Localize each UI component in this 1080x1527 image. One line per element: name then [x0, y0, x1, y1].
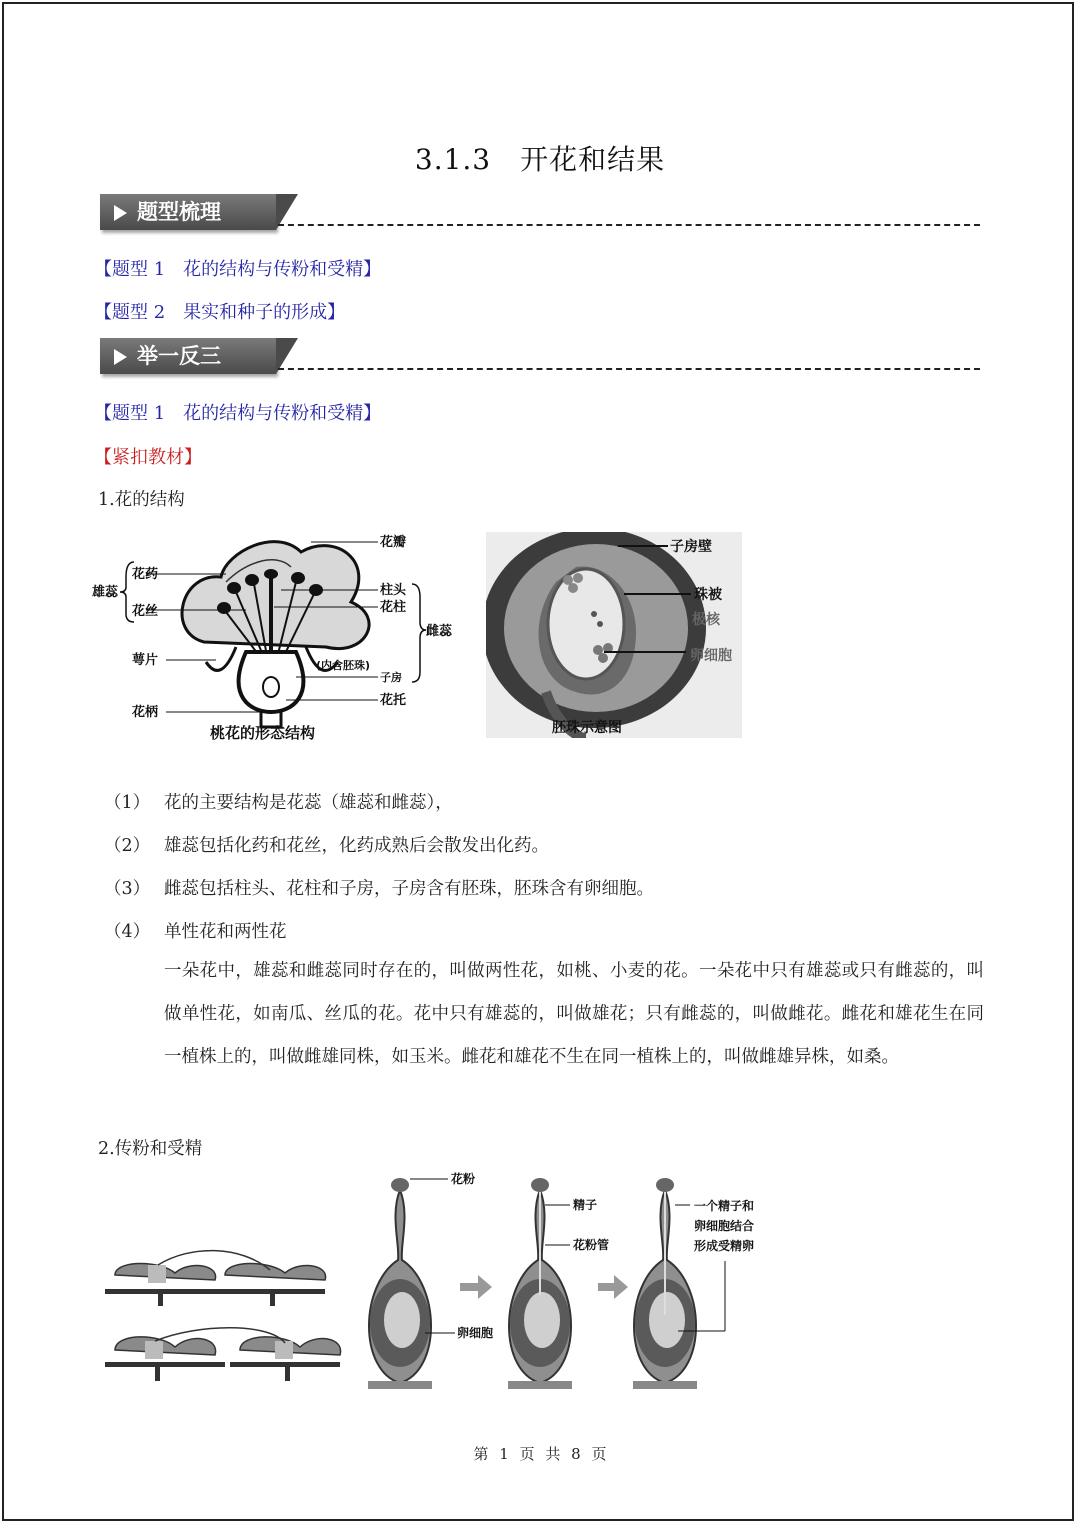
label-stamen: 雄蕊 [92, 585, 119, 600]
subheading: 1.花的结构 [98, 490, 185, 510]
label-egg-cell: 卵细胞 [457, 1326, 494, 1340]
label-pollen-tube: 花粉管 [573, 1238, 610, 1252]
label-receptacle: 花托 [380, 693, 407, 708]
page-title: 3.1.3 开花和结果 [414, 143, 666, 176]
label-filament: 花丝 [132, 604, 159, 619]
subheading: 2.传粉和受精 [98, 1139, 203, 1159]
page-footer: 第 1 页 共 8 页 [473, 1445, 607, 1463]
play-triangle-icon [114, 205, 127, 221]
label-polar-nuclei: 极核 [692, 612, 720, 628]
caption-flower: 桃花的形态结构 [210, 724, 316, 742]
label-sperm: 精子 [573, 1198, 598, 1212]
label-ovule-note: (内含胚珠) [316, 659, 371, 672]
dash-dot-divider [278, 368, 980, 370]
label-integument: 珠被 [694, 587, 722, 603]
label-style: 花柱 [380, 600, 407, 615]
point-text: 雌蕊包括柱头、花柱和子房，子房含有胚珠，胚珠含有卵细胞。 [164, 879, 654, 899]
point-number: （3） [104, 879, 151, 899]
flower-structure-figure [86, 522, 466, 752]
label-pedicel: 花柄 [132, 705, 159, 720]
label-zygote-line-2: 卵细胞结合 [694, 1219, 755, 1233]
ovule-figure [486, 532, 742, 738]
label-stigma: 柱头 [380, 583, 407, 598]
label-petal: 花瓣 [380, 535, 407, 550]
point-text: 雄蕊包括化药和花丝，化药成熟后会散发出化药。 [164, 836, 549, 856]
label-anther: 花药 [132, 567, 159, 582]
body-paragraph: 一朵花中，雄蕊和雌蕊同时存在的，叫做两性花，如桃、小麦的花。一朵花中只有雄蕊或只有雌蕊的，叫做单性花，如南瓜、丝瓜的花。花中只有雄蕊的，叫做雄花；只有雌蕊的，叫做雌花。雌花和雄花生在同一植株上的，叫做雌雄同株，如玉米。雌花和雄花不生在同一植株上的，叫做雌雄异株，如桑。 [164, 961, 984, 1067]
label-pollen: 花粉 [451, 1172, 476, 1186]
banner-label: 题型梳理 [137, 200, 221, 224]
point-text: 花的主要结构是花蕊（雄蕊和雌蕊）， [164, 793, 453, 813]
outline-item[interactable]: 【题型 2 果实和种子的形成】 [94, 302, 346, 323]
pollination-figure [100, 1165, 765, 1395]
label-ovary: 子房 [380, 671, 402, 684]
label-egg-cell: 卵细胞 [690, 648, 732, 664]
label-zygote-line-3: 形成受精卵 [694, 1239, 755, 1253]
banner-outline [100, 194, 980, 232]
banner-tab [100, 338, 276, 374]
caption-ovule: 胚珠示意图 [552, 720, 622, 736]
banner-tab [100, 194, 276, 230]
dash-dot-divider [278, 224, 980, 226]
section-tag: 【紧扣教材】 [94, 447, 202, 468]
section-heading: 【题型 1 花的结构与传粉和受精】 [94, 403, 382, 424]
outline-item[interactable]: 【题型 1 花的结构与传粉和受精】 [94, 259, 382, 280]
label-zygote-line-1: 一个精子和 [694, 1199, 755, 1213]
banner-label: 举一反三 [137, 344, 221, 368]
play-triangle-icon [114, 349, 127, 365]
label-pistil: 雌蕊 [426, 624, 453, 639]
label-sepal: 萼片 [132, 653, 159, 668]
point-text: 单性花和两性花 [164, 922, 287, 942]
point-number: （1） [104, 793, 151, 813]
point-number: （4） [104, 922, 151, 942]
banner-practice [100, 338, 980, 376]
label-ovary-wall: 子房壁 [670, 539, 712, 555]
point-number: （2） [104, 836, 151, 856]
